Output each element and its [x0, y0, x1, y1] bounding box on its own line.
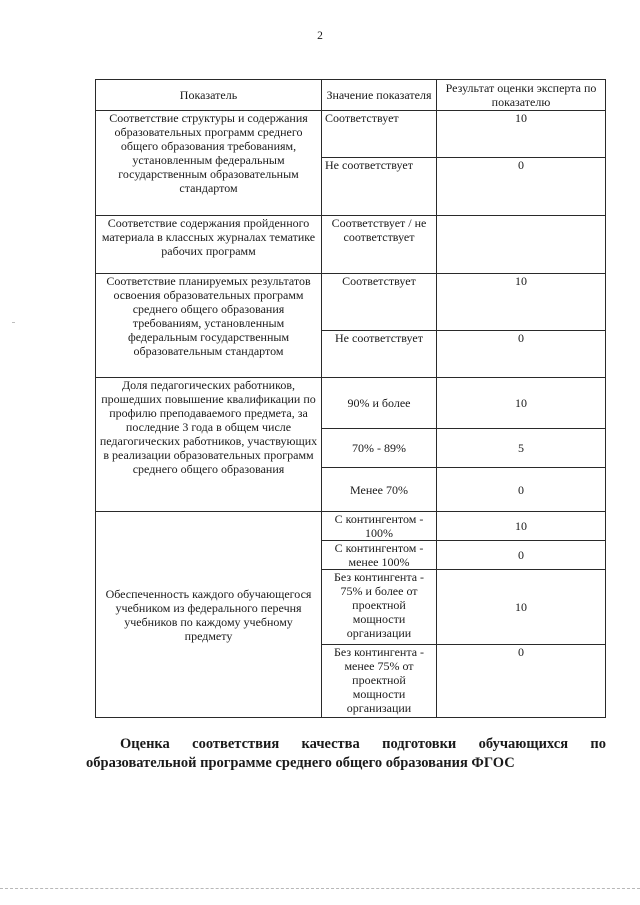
- table-header-row: [96, 80, 606, 111]
- value-cell: 70% - 89%: [322, 429, 437, 468]
- score-cell: 10: [437, 274, 606, 331]
- score-cell: 10: [437, 512, 606, 541]
- table-row: [96, 274, 606, 331]
- score-cell: 5: [437, 429, 606, 468]
- score-cell: [437, 216, 606, 274]
- section-heading-line-2: образовательной программе среднего общего образования ФГОС: [86, 755, 515, 771]
- value-cell: Соответствует / не соответствует: [322, 216, 437, 274]
- value-cell: Соответствует: [322, 111, 437, 158]
- table-row: [96, 512, 606, 541]
- value-cell: С контингентом - менее 100%: [322, 541, 437, 570]
- indicator-cell: Соответствие планируемых результатов освоения образовательных программ среднего общего образования требованиям, установленным федеральным государственным образовательным стандартом: [96, 274, 322, 378]
- table-row: [96, 378, 606, 429]
- evaluation-table: [95, 79, 606, 718]
- score-cell: 0: [437, 331, 606, 378]
- header-score: Результат оценки эксперта по показателю: [437, 80, 606, 111]
- score-cell: 0: [437, 645, 606, 718]
- score-cell: 10: [437, 378, 606, 429]
- value-cell: С контингентом - 100%: [322, 512, 437, 541]
- indicator-cell: Соответствие содержания пройденного материала в классных журналах тематике рабочих программ: [96, 216, 322, 274]
- scan-artifact-line: [0, 888, 640, 889]
- score-cell: 10: [437, 570, 606, 645]
- value-cell: Не соответствует: [322, 158, 437, 216]
- value-cell: Не соответствует: [322, 331, 437, 378]
- indicator-cell: Соответствие структуры и содержания образовательных программ среднего общего образования требованиям, установленным федеральным государственным образовательным стандартом: [96, 111, 322, 216]
- value-cell: Менее 70%: [322, 468, 437, 512]
- table-row: [96, 216, 606, 274]
- value-cell: 90% и более: [322, 378, 437, 429]
- value-cell: Без контингента - 75% и более от проектной мощности организации: [322, 570, 437, 645]
- page-number: 2: [317, 30, 323, 42]
- value-cell: Соответствует: [322, 274, 437, 331]
- score-cell: 10: [437, 111, 606, 158]
- section-heading-line-1: Оценка соответствия качества подготовки обучающихся по: [120, 736, 606, 752]
- value-cell: Без контингента - менее 75% от проектной мощности организации: [322, 645, 437, 718]
- score-cell: 0: [437, 468, 606, 512]
- section-heading: [86, 735, 606, 773]
- indicator-cell: Обеспеченность каждого обучающегося учебником из федерального перечня учебников по каждому учебному предмету: [96, 512, 322, 718]
- score-cell: 0: [437, 541, 606, 570]
- header-indicator: Показатель: [96, 80, 322, 111]
- scan-artifact-tick: [12, 322, 15, 323]
- table-row: [96, 111, 606, 158]
- header-value: Значение показателя: [322, 80, 437, 111]
- score-cell: 0: [437, 158, 606, 216]
- indicator-cell: Доля педагогических работников, прошедших повышение квалификации по профилю преподаваемого предмета, за последние 3 года в общем числе педагогических работников, участвующих в реализации образовательных программ среднего общего образования: [96, 378, 322, 512]
